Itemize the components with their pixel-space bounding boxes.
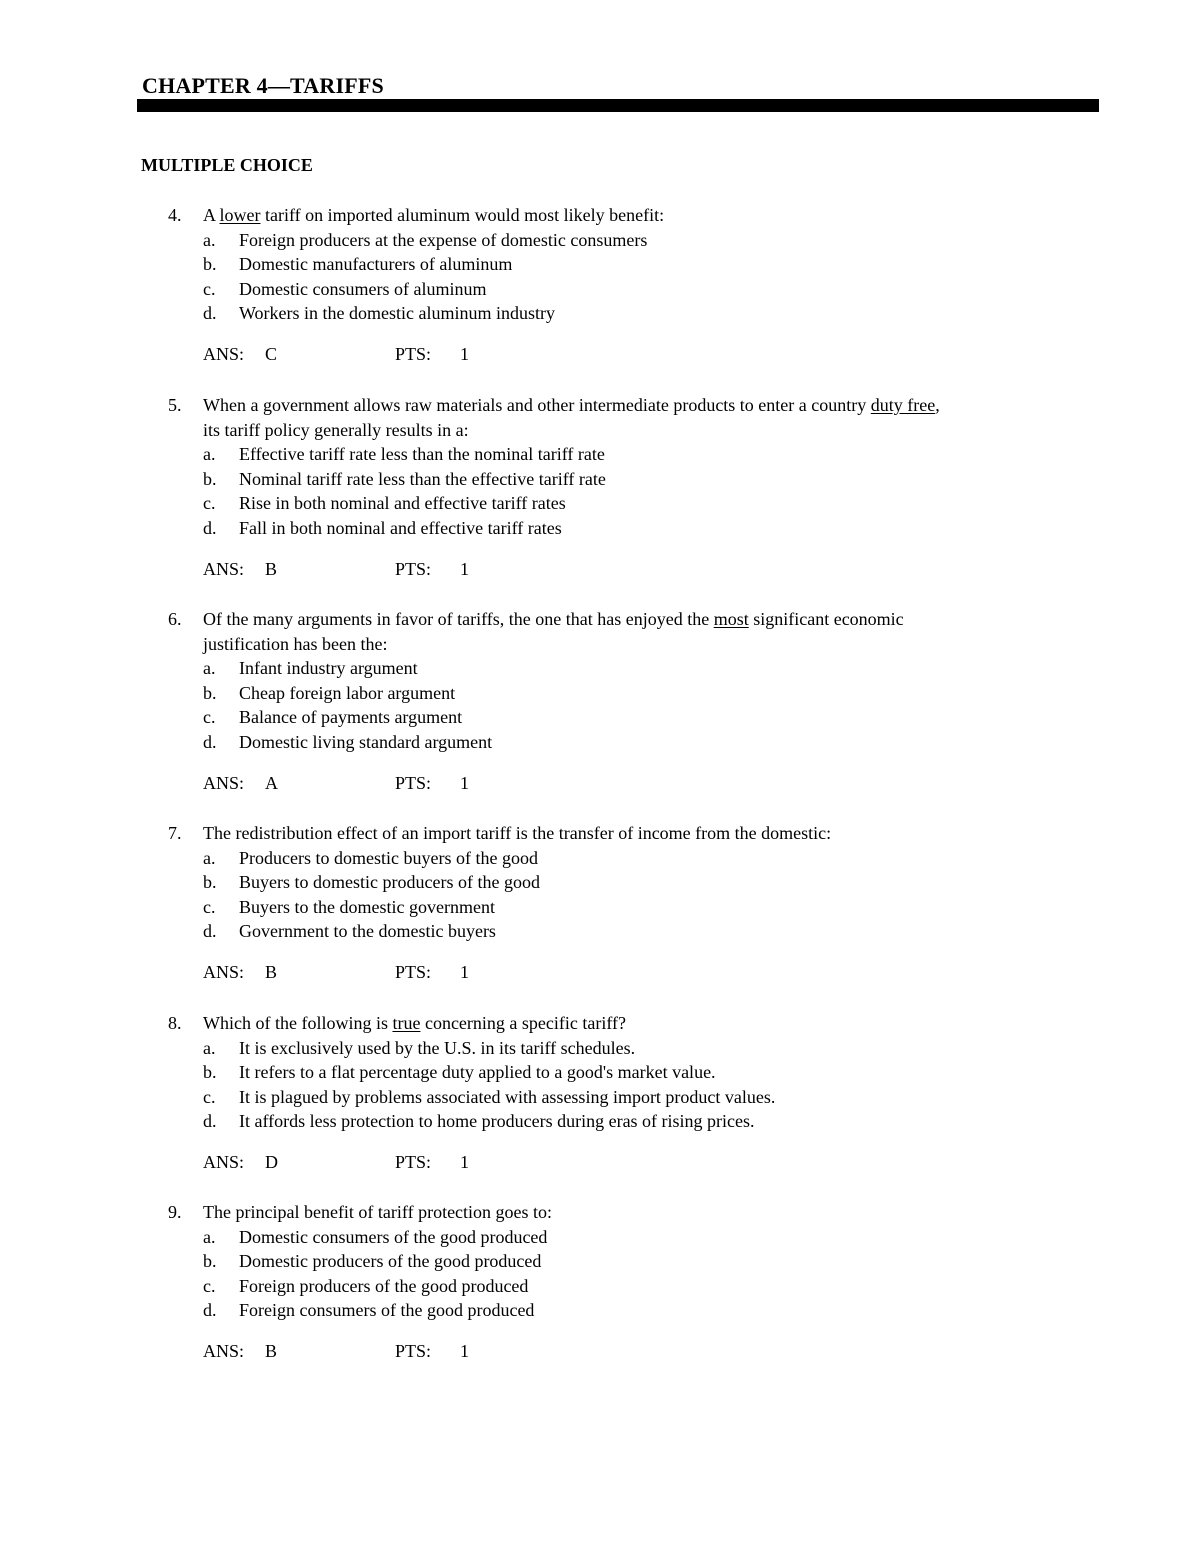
option-letter: d. bbox=[203, 1111, 217, 1132]
answer-option bbox=[0, 656, 1200, 681]
question-stem bbox=[203, 821, 1083, 846]
answer-value: A bbox=[265, 772, 278, 793]
stem-text: tariff on imported aluminum would most likely benefit: bbox=[260, 205, 665, 225]
option-text: Domestic consumers of aluminum bbox=[239, 278, 487, 299]
option-letter: b. bbox=[203, 1251, 217, 1272]
answer-label: ANS: bbox=[203, 558, 245, 579]
stem-text: Which of the following is bbox=[203, 1013, 393, 1033]
answer-option bbox=[0, 681, 1200, 706]
answer-option bbox=[0, 846, 1200, 871]
stem-text: The principal benefit of tariff protection goes to: bbox=[203, 1202, 553, 1222]
option-letter: c. bbox=[203, 278, 216, 299]
option-text: Domestic living standard argument bbox=[239, 731, 493, 752]
answer-key-row bbox=[0, 557, 1200, 581]
points-value: 1 bbox=[460, 1340, 469, 1361]
question-stem-line bbox=[203, 1200, 1083, 1225]
question-stem bbox=[203, 607, 1083, 656]
answer-label: ANS: bbox=[203, 961, 245, 982]
option-text: Domestic manufacturers of aluminum bbox=[239, 254, 513, 275]
option-text: Domestic producers of the good produced bbox=[239, 1251, 542, 1272]
question-number: 9. bbox=[168, 1202, 182, 1222]
option-text: Foreign consumers of the good produced bbox=[239, 1300, 535, 1321]
option-text: Buyers to the domestic government bbox=[239, 896, 495, 917]
answer-option bbox=[0, 1249, 1200, 1274]
emphasized-word: lower bbox=[219, 205, 261, 225]
answer-option bbox=[0, 705, 1200, 730]
option-letter: b. bbox=[203, 254, 217, 275]
title-rule bbox=[137, 99, 1099, 112]
answer-option bbox=[0, 1298, 1200, 1323]
answer-option bbox=[0, 467, 1200, 492]
stem-text: its tariff policy generally results in a: bbox=[203, 419, 469, 440]
answer-option bbox=[0, 1225, 1200, 1250]
question-item bbox=[0, 607, 1200, 795]
option-letter: c. bbox=[203, 1086, 216, 1107]
option-text: Foreign producers at the expense of domestic consumers bbox=[239, 229, 648, 250]
question-number: 6. bbox=[168, 609, 182, 629]
points-label: PTS: bbox=[395, 343, 432, 364]
stem-text: justification has been the: bbox=[203, 633, 388, 654]
section-heading: MULTIPLE CHOICE bbox=[141, 155, 313, 175]
question-number: 5. bbox=[168, 395, 182, 415]
answer-option bbox=[0, 1274, 1200, 1299]
question-stem-line bbox=[203, 821, 1083, 846]
option-letter: a. bbox=[203, 229, 216, 250]
question-stem-line bbox=[203, 632, 1083, 657]
points-label: PTS: bbox=[395, 772, 432, 793]
option-text: Infant industry argument bbox=[239, 658, 418, 679]
option-letter: b. bbox=[203, 872, 217, 893]
option-text: Balance of payments argument bbox=[239, 707, 463, 728]
question-item bbox=[0, 203, 1200, 366]
stem-text: significant economic bbox=[748, 609, 904, 629]
answer-option bbox=[0, 516, 1200, 541]
chapter-title: CHAPTER 4—TARIFFS bbox=[142, 73, 384, 98]
answer-option bbox=[0, 442, 1200, 467]
points-label: PTS: bbox=[395, 961, 432, 982]
answer-option bbox=[0, 277, 1200, 302]
option-text: Fall in both nominal and effective tariff rates bbox=[239, 517, 562, 538]
option-text: Cheap foreign labor argument bbox=[239, 682, 456, 703]
option-text: Foreign producers of the good produced bbox=[239, 1275, 529, 1296]
answer-option bbox=[0, 252, 1200, 277]
points-label: PTS: bbox=[395, 558, 432, 579]
option-text: Nominal tariff rate less than the effective tariff rate bbox=[239, 468, 606, 489]
stem-text: Of the many arguments in favor of tariffs, the one that has enjoyed the bbox=[203, 609, 714, 629]
points-value: 1 bbox=[460, 558, 469, 579]
question-stem bbox=[203, 203, 1083, 228]
option-text: Buyers to domestic producers of the good bbox=[239, 872, 540, 893]
option-text: Effective tariff rate less than the nominal tariff rate bbox=[239, 444, 605, 465]
answer-option bbox=[0, 730, 1200, 755]
stem-text: A bbox=[203, 205, 220, 225]
option-letter: a. bbox=[203, 444, 216, 465]
option-letter: c. bbox=[203, 707, 216, 728]
answer-key-row bbox=[0, 771, 1200, 795]
answer-option bbox=[0, 1036, 1200, 1061]
emphasized-word: duty free bbox=[870, 395, 936, 415]
answer-key-row bbox=[0, 1150, 1200, 1174]
option-letter: d. bbox=[203, 517, 217, 538]
option-text: It is plagued by problems associated with assessing import product values. bbox=[239, 1086, 776, 1107]
answer-value: B bbox=[265, 558, 278, 579]
question-number: 7. bbox=[168, 823, 182, 843]
option-text: Workers in the domestic aluminum industry bbox=[239, 303, 556, 324]
answer-value: D bbox=[265, 1151, 278, 1172]
option-letter: a. bbox=[203, 1226, 216, 1247]
answer-option bbox=[0, 870, 1200, 895]
emphasized-word: most bbox=[713, 609, 749, 629]
option-letter: d. bbox=[203, 1300, 217, 1321]
question-stem-line bbox=[203, 607, 1083, 632]
option-letter: b. bbox=[203, 682, 217, 703]
answer-key-row bbox=[0, 342, 1200, 366]
option-text: Producers to domestic buyers of the good bbox=[239, 847, 538, 868]
points-value: 1 bbox=[460, 1151, 469, 1172]
answer-option bbox=[0, 491, 1200, 516]
points-value: 1 bbox=[460, 961, 469, 982]
question-item bbox=[0, 1011, 1200, 1174]
option-letter: b. bbox=[203, 1062, 217, 1083]
points-label: PTS: bbox=[395, 1340, 432, 1361]
answer-key-row bbox=[0, 1339, 1200, 1363]
question-number: 4. bbox=[168, 205, 182, 225]
option-letter: d. bbox=[203, 303, 217, 324]
option-letter: a. bbox=[203, 1037, 216, 1058]
stem-text: When a government allows raw materials and other intermediate products to enter a country bbox=[203, 395, 871, 415]
question-stem-line bbox=[203, 393, 1083, 418]
answer-key-row bbox=[0, 960, 1200, 984]
option-letter: d. bbox=[203, 921, 217, 942]
option-letter: b. bbox=[203, 468, 217, 489]
question-stem-line bbox=[203, 203, 1083, 228]
question-item bbox=[0, 393, 1200, 581]
answer-option bbox=[0, 919, 1200, 944]
option-letter: c. bbox=[203, 896, 216, 917]
question-item bbox=[0, 821, 1200, 984]
option-letter: a. bbox=[203, 658, 216, 679]
answer-option bbox=[0, 895, 1200, 920]
answer-option bbox=[0, 301, 1200, 326]
points-label: PTS: bbox=[395, 1151, 432, 1172]
answer-value: B bbox=[265, 961, 278, 982]
option-text: Rise in both nominal and effective tariff rates bbox=[239, 493, 566, 514]
answer-option bbox=[0, 1060, 1200, 1085]
question-stem-line bbox=[203, 418, 1083, 443]
stem-text: , bbox=[935, 395, 940, 415]
option-text: It is exclusively used by the U.S. in its tariff schedules. bbox=[239, 1037, 636, 1058]
answer-value: C bbox=[265, 343, 278, 364]
question-stem bbox=[203, 393, 1083, 442]
option-letter: d. bbox=[203, 731, 217, 752]
option-letter: c. bbox=[203, 1275, 216, 1296]
answer-value: B bbox=[265, 1340, 278, 1361]
answer-label: ANS: bbox=[203, 1340, 245, 1361]
points-value: 1 bbox=[460, 772, 469, 793]
option-letter: c. bbox=[203, 493, 216, 514]
answer-option bbox=[0, 228, 1200, 253]
answer-label: ANS: bbox=[203, 343, 245, 364]
answer-option bbox=[0, 1085, 1200, 1110]
stem-text: The redistribution effect of an import tariff is the transfer of income from the domestic: bbox=[203, 823, 832, 843]
question-stem bbox=[203, 1200, 1083, 1225]
answer-label: ANS: bbox=[203, 772, 245, 793]
emphasized-word: true bbox=[392, 1013, 421, 1033]
answer-label: ANS: bbox=[203, 1151, 245, 1172]
question-stem-line bbox=[203, 1011, 1083, 1036]
option-text: It affords less protection to home producers during eras of rising prices. bbox=[239, 1111, 755, 1132]
answer-option bbox=[0, 1109, 1200, 1134]
points-value: 1 bbox=[460, 343, 469, 364]
option-text: It refers to a flat percentage duty applied to a good's market value. bbox=[239, 1062, 716, 1083]
option-text: Government to the domestic buyers bbox=[239, 921, 496, 942]
stem-text: concerning a specific tariff? bbox=[420, 1013, 627, 1033]
question-stem bbox=[203, 1011, 1083, 1036]
question-item bbox=[0, 1200, 1200, 1363]
question-number: 8. bbox=[168, 1013, 182, 1033]
option-text: Domestic consumers of the good produced bbox=[239, 1226, 548, 1247]
option-letter: a. bbox=[203, 847, 216, 868]
